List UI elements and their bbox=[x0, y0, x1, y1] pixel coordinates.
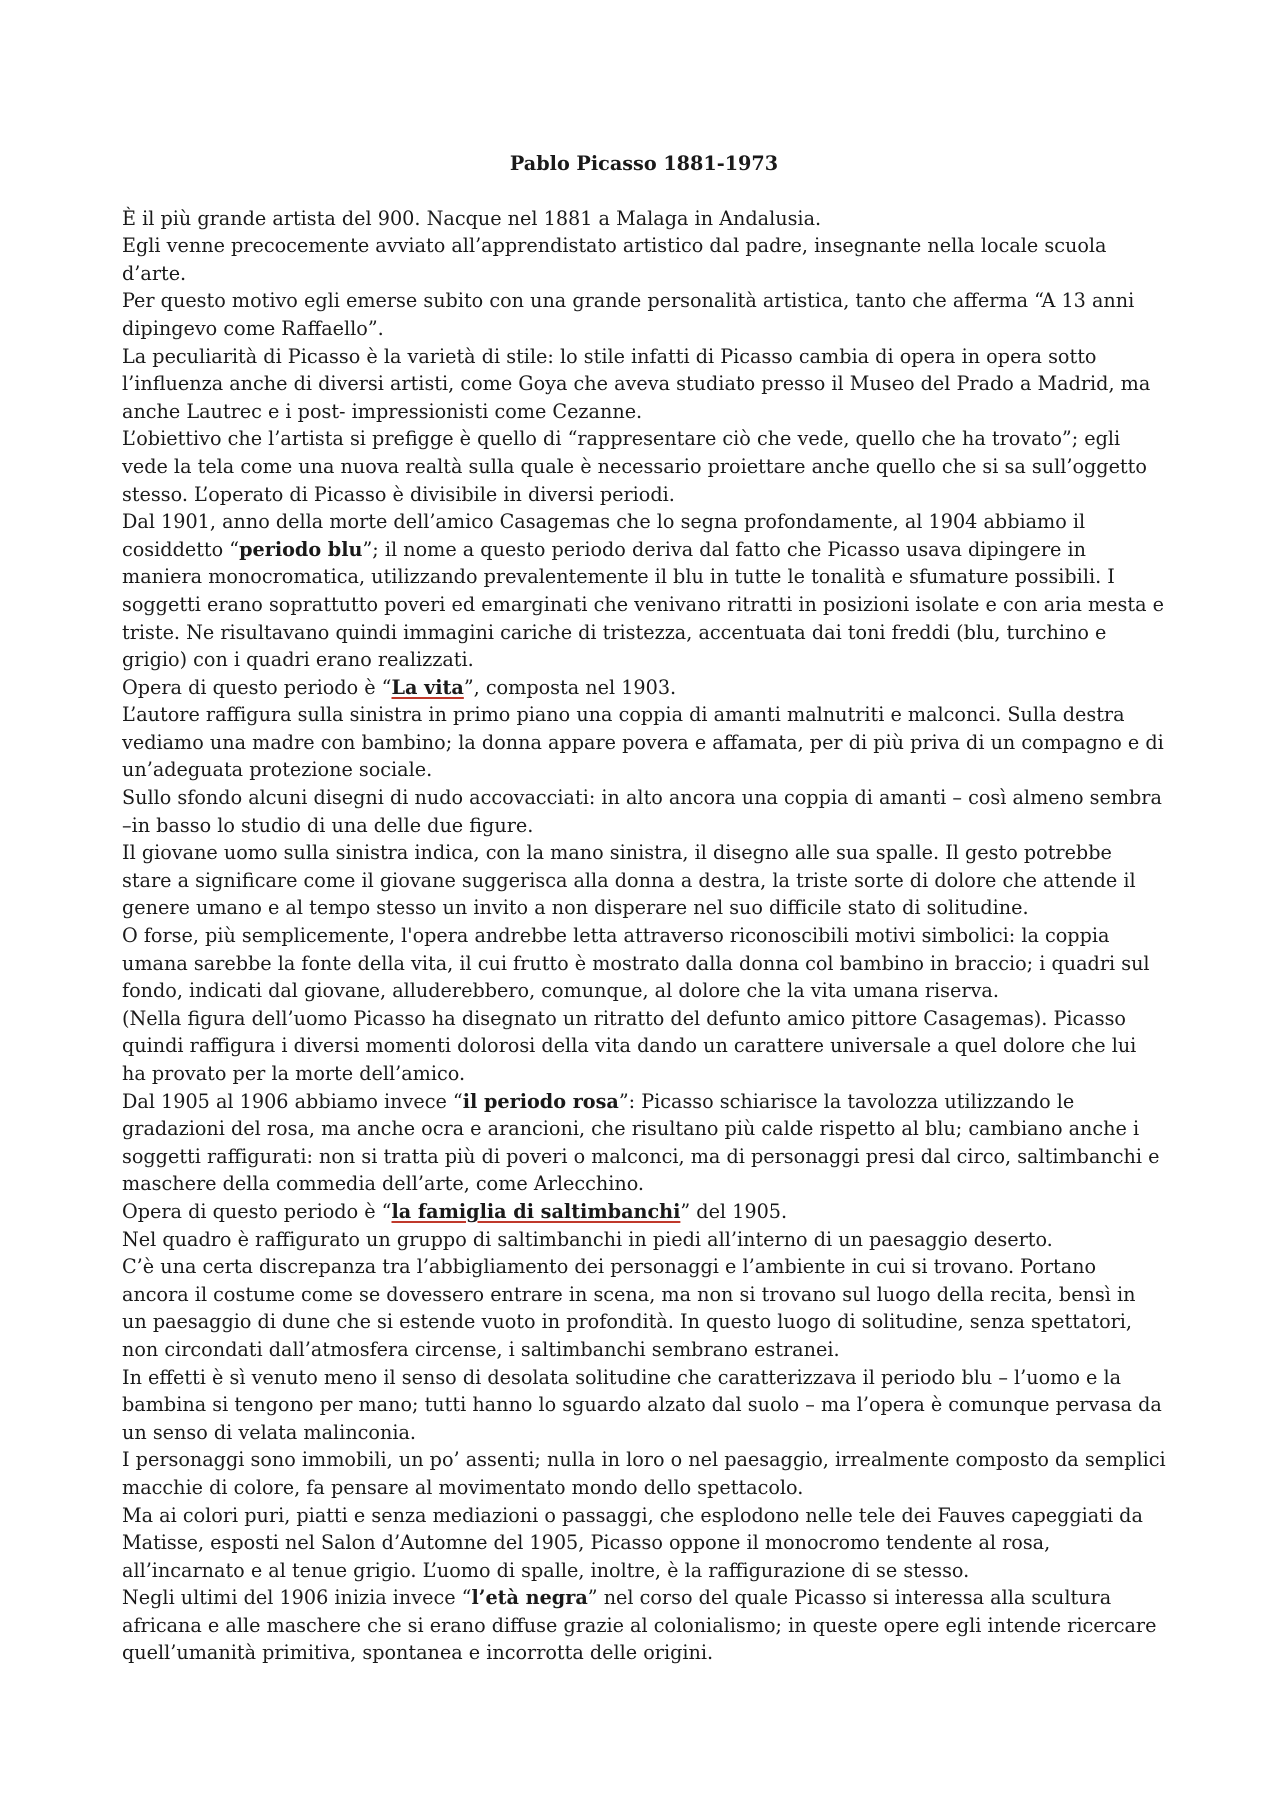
paragraph: C’è una certa discrepanza tra l’abbigliamento dei personaggi e l’ambiente in cui si trovano. Portano ancora il costume come se dovessero entrare in scena, ma non si trovano sul luogo della recita, bensì in un paesaggio di dune che si estende vuoto in profondità. In questo luogo di solitudine, senza spettatori, non circondati dall’atmosfera circense, i saltimbanchi sembrano estranei. bbox=[122, 1255, 1136, 1361]
term-periodo-blu: periodo blu bbox=[239, 537, 363, 561]
text-run: ”, composta nel 1903. bbox=[463, 675, 677, 699]
paragraph: Egli venne precocemente avviato all’apprendistato artistico dal padre, insegnante nella locale scuola d’arte. bbox=[122, 234, 1107, 285]
paragraph-periodo-rosa bbox=[122, 1088, 1166, 1198]
paragraph: Sullo sfondo alcuni disegni di nudo accovacciati: in alto ancora una coppia di amanti – così almeno sembra –in basso lo studio di una delle due figure. bbox=[122, 786, 1162, 837]
paragraph-periodo-blu bbox=[122, 508, 1166, 674]
text-run: ”; il nome a questo periodo deriva dal fatto che Picasso usava dipingere in maniera monocromatica, utilizzando prevalentemente il blu in tutte le tonalità e sfumature possibili. I soggetti erano soprattutto poveri ed emarginati che venivano ritratti in posizioni isolate e con aria mesta e triste. Ne risultavano quindi immagini cariche di tristezza, accentuata dai toni freddi (blu, turchino e grigio) con i quadri erano realizzati. bbox=[122, 537, 1164, 672]
text-run: Opera di questo periodo è “ bbox=[122, 1199, 392, 1223]
paragraph: I personaggi sono immobili, un po’ assenti; nulla in loro o nel paesaggio, irrealmente composto da semplici macchie di colore, fa pensare al movimentato mondo dello spettacolo. bbox=[122, 1448, 1166, 1499]
term-periodo-rosa: il periodo rosa bbox=[462, 1089, 619, 1113]
text-run: Dal 1905 al 1906 abbiamo invece “ bbox=[122, 1089, 463, 1113]
paragraph-la-vita bbox=[122, 674, 1166, 702]
paragraph: Ma ai colori puri, piatti e senza mediazioni o passaggi, che esplodono nelle tele dei Fauves capeggiati da Matisse, esposti nel Salon d’Automne del 1905, Picasso oppone il monocromo tendente al rosa, all’incarnato e al tenue grigio. L’uomo di spalle, inoltre, è la raffigurazione di se stesso. bbox=[122, 1503, 1143, 1582]
paragraph: L’obiettivo che l’artista si prefigge è quello di “rappresentare ciò che vede, quello che ha trovato”; egli vede la tela come una nuova realtà sulla quale è necessario proiettare anche quello che si sa sull’oggetto stesso. L’operato di Picasso è divisibile in diversi periodi. bbox=[122, 427, 1147, 506]
paragraph: La peculiarità di Picasso è la varietà di stile: lo stile infatti di Picasso cambia di opera in opera sotto l’influenza anche di diversi artisti, come Goya che aveva studiato presso il Museo del Prado a Madrid, ma anche Lautrec e i post- impressionisti come Cezanne. bbox=[122, 344, 1151, 423]
text-run: Opera di questo periodo è “ bbox=[122, 675, 392, 699]
paragraph-saltimbanchi bbox=[122, 1198, 1166, 1226]
text-run: Dal 1901, anno della morte dell’amico Casagemas che lo segna profondamente, al 1904 abbiamo il cosiddetto “ bbox=[122, 510, 1086, 561]
page-title: Pablo Picasso 1881-1973 bbox=[509, 152, 779, 175]
text-run: Negli ultimi del 1906 inizia invece “ bbox=[122, 1586, 472, 1610]
text-run: ” nel corso del quale Picasso si interessa alla scultura africana e alle maschere che si erano diffuse grazie al colonialismo; in queste opere egli intende ricercare quell’umanità primitiva, spontanea e incorrotta delle origini. bbox=[122, 1586, 1157, 1665]
paragraph: L’autore raffigura sulla sinistra in primo piano una coppia di amanti malnutriti e malconci. Sulla destra vediamo una madre con bambino; la donna appare povera e affamata, per di più priva di un compagno e di un’adeguata protezione sociale. bbox=[122, 703, 1164, 782]
paragraph: (Nella figura dell’uomo Picasso ha disegnato un ritratto del defunto amico pittore Casagemas). Picasso quindi raffigura i diversi momenti dolorosi della vita dando un carattere universale a quel dolore che lui ha provato per la morte dell’amico. bbox=[122, 1006, 1137, 1085]
document-body bbox=[122, 150, 1166, 1667]
paragraph: È il più grande artista del 900. Nacque nel 1881 a Malaga in Andalusia. bbox=[122, 206, 822, 230]
paragraph: Il giovane uomo sulla sinistra indica, con la mano sinistra, il disegno alle sua spalle. Il gesto potrebbe stare a significare come il giovane suggerisca alla donna a destra, la triste sorte di dolore che attende il genere umano e al tempo stesso un invito a non disperare nel suo difficile stato di solitudine. bbox=[122, 841, 1136, 920]
paragraph: In effetti è sì venuto meno il senso di desolata solitudine che caratterizzava il periodo blu – l’uomo e la bambina si tengono per mano; tutti hanno lo sguardo alzato dal suolo – ma l’opera è comunque pervasa da un senso di velata malinconia. bbox=[122, 1365, 1162, 1444]
paragraph-eta-negra bbox=[122, 1584, 1166, 1667]
text-run: ”: Picasso schiarisce la tavolozza utilizzando le gradazioni del rosa, ma anche ocra e arancioni, che risultano più calde rispetto al blu; cambiano anche i soggetti raffigurati: non si tratta più di poveri o malconci, ma di personaggi presi dal circo, saltimbanchi e maschere della commedia dell’arte, come Arlecchino. bbox=[122, 1089, 1160, 1196]
text-run: ” del 1905. bbox=[680, 1199, 788, 1223]
paragraph: Per questo motivo egli emerse subito con una grande personalità artistica, tanto che afferma “A 13 anni dipingevo come Raffaello”. bbox=[122, 289, 1135, 340]
paragraph: Nel quadro è raffigurato un gruppo di saltimbanchi in piedi all’interno di un paesaggio deserto. bbox=[122, 1227, 1053, 1251]
term-famiglia-saltimbanchi: la famiglia di saltimbanchi bbox=[391, 1199, 681, 1223]
term-eta-negra: l’età negra bbox=[471, 1586, 588, 1610]
term-la-vita: La vita bbox=[391, 675, 464, 699]
paragraph: O forse, più semplicemente, l'opera andrebbe letta attraverso riconoscibili motivi simbolici: la coppia umana sarebbe la fonte della vita, il cui frutto è mostrato dalla donna col bambino in braccio; i quadri sul fondo, indicati dal giovane, alluderebbero, comunque, al dolore che la vita umana riserva. bbox=[122, 924, 1150, 1003]
